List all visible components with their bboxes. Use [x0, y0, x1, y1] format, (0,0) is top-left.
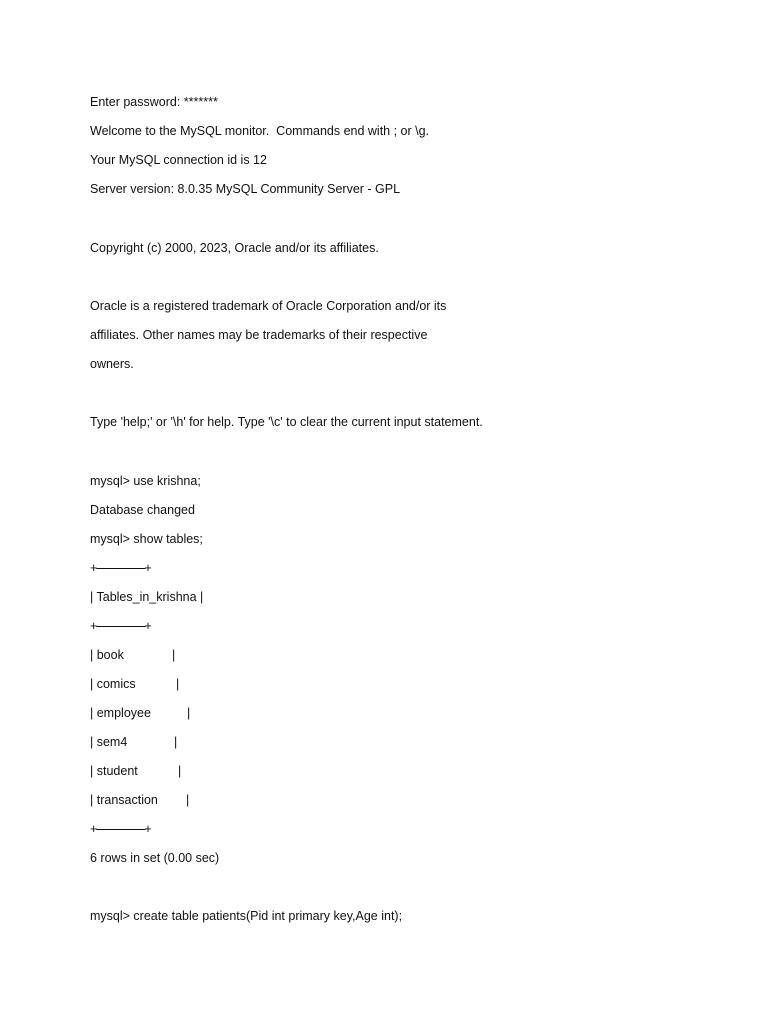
trademark-line-3: owners. [90, 357, 134, 371]
trademark-line-2: affiliates. Other names may be trademarks of their respective [90, 328, 428, 342]
database-changed-line: Database changed [90, 503, 195, 517]
row-right-pipe: | [186, 793, 190, 807]
table-row [90, 647, 176, 663]
table-row [90, 734, 178, 750]
table-cell: employee [96, 706, 151, 720]
row-left-pipe: | [90, 706, 97, 720]
table-cell: student [96, 764, 138, 778]
row-right-pipe: | [174, 735, 178, 749]
connection-id-line: Your MySQL connection id is 12 [90, 153, 267, 167]
table-row [90, 676, 180, 692]
help-line: Type 'help;' or '\h' for help. Type '\c' to clear the current input statement. [90, 415, 483, 429]
table-cell: comics [96, 677, 136, 691]
table-header: | Tables_in_krishna | [90, 590, 204, 604]
row-left-pipe: | [90, 793, 97, 807]
row-right-pipe: | [178, 764, 182, 778]
table-row [90, 763, 182, 779]
show-tables-command: mysql> show tables; [90, 532, 203, 546]
use-command: mysql> use krishna; [90, 474, 201, 488]
table-row [90, 705, 191, 721]
table-row [90, 792, 190, 808]
create-table-command: mysql> create table patients(Pid int primary key,Age int); [90, 909, 403, 923]
table-border-top: +-------------------+ [90, 561, 151, 575]
row-left-pipe: | [90, 735, 97, 749]
trademark-line-1: Oracle is a registered trademark of Oracle Corporation and/or its [90, 299, 447, 313]
table-cell: transaction [96, 793, 158, 807]
password-prompt: Enter password: ******* [90, 95, 218, 109]
row-left-pipe: | [90, 648, 97, 662]
table-border-mid: +-------------------+ [90, 619, 151, 633]
table-cell: sem4 [96, 735, 128, 749]
row-count-line: 6 rows in set (0.00 sec) [90, 851, 220, 865]
copyright-line: Copyright (c) 2000, 2023, Oracle and/or its affiliates. [90, 241, 379, 255]
table-border-bottom: +-------------------+ [90, 822, 151, 836]
row-right-pipe: | [176, 677, 180, 691]
welcome-line: Welcome to the MySQL monitor. Commands end with ; or \g. [90, 124, 430, 138]
table-cell: book [96, 648, 124, 662]
row-left-pipe: | [90, 677, 97, 691]
server-version-line: Server version: 8.0.35 MySQL Community Server - GPL [90, 182, 401, 196]
row-right-pipe: | [172, 648, 176, 662]
row-left-pipe: | [90, 764, 97, 778]
row-right-pipe: | [187, 706, 191, 720]
